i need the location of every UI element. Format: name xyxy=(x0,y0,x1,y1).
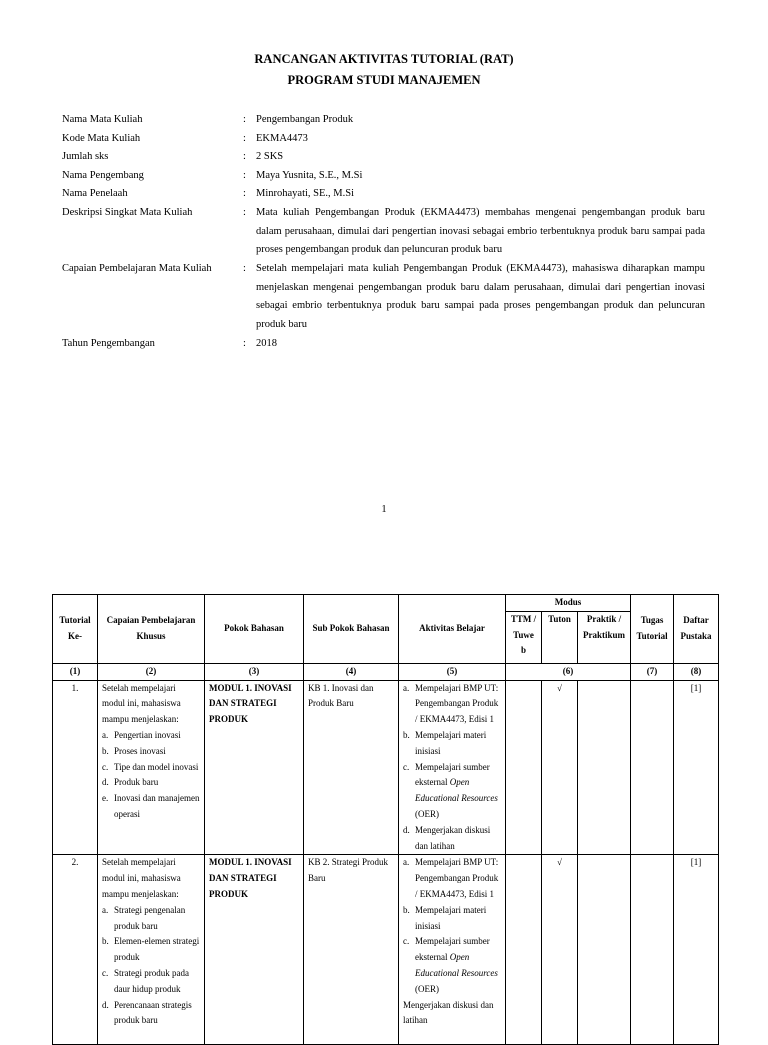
col-number: (3) xyxy=(205,663,304,680)
list-marker: d. xyxy=(102,777,109,788)
list-text: Perencanaan strategis produk baru xyxy=(114,999,192,1026)
capaian-intro: Setelah mempelajari modul ini, mahasiswa mampu menjelaskan: xyxy=(102,857,181,899)
document-subtitle: PROGRAM STUDI MANAJEMEN xyxy=(287,73,481,87)
aktivitas-cell xyxy=(399,680,506,855)
header-daftar-pustaka: Daftar Pustaka xyxy=(674,595,719,664)
list-item xyxy=(102,966,200,998)
capaian-cell xyxy=(98,855,205,1045)
capaian-cell xyxy=(98,680,205,855)
list-marker: d. xyxy=(403,824,410,835)
list-text: Proses inovasi xyxy=(114,745,166,756)
header-tuton: Tuton xyxy=(542,611,578,663)
info-value: 2 SKS xyxy=(256,151,284,162)
header-ttm: TTM / Tuwe b xyxy=(506,611,542,663)
info-colon: : xyxy=(243,133,246,144)
daftar-pustaka-cell: [1] xyxy=(674,680,719,855)
list-item xyxy=(403,823,501,855)
list-marker: a. xyxy=(403,857,410,868)
list-item xyxy=(102,775,200,791)
col-number: (6) xyxy=(506,663,631,680)
list-text: Pengertian inovasi xyxy=(114,729,181,740)
aktivitas-cell xyxy=(399,855,506,1045)
header-tugas-tutorial: Tugas Tutorial xyxy=(631,595,674,664)
aktivitas-list xyxy=(403,855,501,997)
list-marker: a. xyxy=(102,904,109,915)
rat-table xyxy=(52,594,719,1045)
capaian-list xyxy=(102,903,200,1029)
list-text: Mempelajari sumber eksternal xyxy=(415,761,490,788)
tutorial-number: 2. xyxy=(53,855,98,1045)
col-number: (2) xyxy=(98,663,205,680)
list-text: Produk baru xyxy=(114,777,159,788)
list-marker: b. xyxy=(403,904,410,915)
list-item xyxy=(102,744,200,760)
tuton-check: √ xyxy=(542,680,578,855)
list-text-tail: (OER) xyxy=(415,983,439,994)
list-item xyxy=(102,791,200,823)
list-item xyxy=(102,728,200,744)
info-value: EKMA4473 xyxy=(256,133,308,144)
list-marker: c. xyxy=(403,761,410,772)
ttm-cell xyxy=(506,680,542,855)
tugas-cell xyxy=(631,680,674,855)
oer-italic: Open Educational Resources xyxy=(415,777,498,804)
list-text: Strategi pengenalan produk baru xyxy=(114,904,186,931)
header-sub-pokok-bahasan: Sub Pokok Bahasan xyxy=(304,595,399,664)
praktik-cell xyxy=(578,855,631,1045)
info-value: Setelah mempelajari mata kuliah Pengembangan Produk (EKMA4473), mahasiswa diharapkan mampu menjelaskan mengenai pengembangan produk baru dalam perusahaan, dimulai dari pengertian inovasi sebagai embrio terbentuknya produk baru sampai pada proses pengembangan produk dan peluncuran produk baru xyxy=(256,263,705,331)
header-aktivitas-belajar: Aktivitas Belajar xyxy=(399,595,506,664)
list-text-tail: (OER) xyxy=(415,808,439,819)
header-modus: Modus xyxy=(506,595,631,612)
info-colon: : xyxy=(243,114,246,125)
ttm-cell xyxy=(506,855,542,1045)
col-number: (1) xyxy=(53,663,98,680)
info-label: Nama Penelaah xyxy=(62,188,128,199)
list-item xyxy=(403,760,501,823)
list-marker: b. xyxy=(102,936,109,947)
list-text: Mempelajari materi inisiasi xyxy=(415,904,487,931)
list-item xyxy=(403,728,501,760)
info-value: Mata kuliah Pengembangan Produk (EKMA4473) membahas mengenai pengembangan produk baru dalam perusahaan, dimulai dari pengertian inovasi sebagai embrio terbentuknya produk baru sampai pada proses pengembangan produk dan peluncuran produk baru xyxy=(256,207,705,256)
info-label: Nama Pengembang xyxy=(62,170,144,181)
list-item xyxy=(102,998,200,1030)
aktivitas-list xyxy=(403,681,501,855)
info-label: Capaian Pembelajaran Mata Kuliah xyxy=(62,263,212,274)
list-text: Mempelajari BMP UT: Pengembangan Produk / EKMA4473, Edisi 1 xyxy=(415,682,499,725)
list-text: Mempelajari sumber eksternal xyxy=(415,936,490,963)
list-item xyxy=(403,934,501,997)
praktik-cell xyxy=(578,680,631,855)
list-marker: c. xyxy=(403,936,410,947)
tutorial-number: 1. xyxy=(53,680,98,855)
info-colon: : xyxy=(243,151,246,162)
info-label: Tahun Pengembangan xyxy=(62,338,155,349)
col-number: (7) xyxy=(631,663,674,680)
list-item xyxy=(403,855,501,902)
sub-pokok-bahasan-cell: KB 2. Strategi Produk Baru xyxy=(304,855,399,1045)
list-text: Mempelajari BMP UT: Pengembangan Produk / EKMA4473, Edisi 1 xyxy=(415,857,499,899)
list-text: Mengerjakan diskusi dan latihan xyxy=(415,824,491,851)
table-row xyxy=(53,855,719,1045)
header-tutorial: Tutorial Ke- xyxy=(53,595,98,664)
pokok-bahasan-cell: MODUL 1. INOVASI DAN STRATEGI PRODUK xyxy=(205,680,304,855)
capaian-intro: Setelah mempelajari modul ini, mahasiswa mampu menjelaskan: xyxy=(102,682,181,725)
list-text: Mempelajari materi inisiasi xyxy=(415,729,487,756)
daftar-pustaka-cell: [1] xyxy=(674,855,719,1045)
list-item xyxy=(102,903,200,935)
tugas-cell xyxy=(631,855,674,1045)
list-text: Elemen-elemen strategi produk xyxy=(114,936,200,963)
list-marker: c. xyxy=(102,967,109,978)
list-marker: a. xyxy=(102,729,109,740)
header-praktik: Praktik / Praktikum xyxy=(578,611,631,663)
info-label: Deskripsi Singkat Mata Kuliah xyxy=(62,207,193,218)
list-text: Strategi produk pada daur hidup produk xyxy=(114,967,189,994)
tuton-check: √ xyxy=(542,855,578,1045)
list-item xyxy=(102,934,200,966)
list-marker: d. xyxy=(102,999,109,1010)
info-label: Kode Mata Kuliah xyxy=(62,133,141,144)
list-item xyxy=(403,903,501,935)
info-label: Jumlah sks xyxy=(62,151,109,162)
page-number: 1 xyxy=(381,504,387,515)
info-colon: : xyxy=(243,263,246,274)
info-colon: : xyxy=(243,207,246,218)
header-pokok-bahasan: Pokok Bahasan xyxy=(205,595,304,664)
pokok-bahasan-cell: MODUL 1. INOVASI DAN STRATEGI PRODUK xyxy=(205,855,304,1045)
list-item xyxy=(102,760,200,776)
list-marker: b. xyxy=(403,729,410,740)
info-value: Maya Yusnita, S.E., M.Si xyxy=(256,170,363,181)
header-capaian: Capaian Pembelajaran Khusus xyxy=(98,595,205,664)
info-colon: : xyxy=(243,338,246,349)
capaian-list xyxy=(102,728,200,823)
list-marker: e. xyxy=(102,793,109,804)
table-row xyxy=(53,680,719,855)
col-number: (5) xyxy=(399,663,506,680)
info-value: Minrohayati, SE., M.Si xyxy=(256,188,355,199)
list-marker: a. xyxy=(403,682,410,693)
col-number: (8) xyxy=(674,663,719,680)
info-value: Pengembangan Produk xyxy=(256,114,354,125)
aktivitas-extra: Mengerjakan diskusi dan latihan xyxy=(403,999,494,1026)
document-title: RANCANGAN AKTIVITAS TUTORIAL (RAT) xyxy=(254,52,514,66)
list-marker: c. xyxy=(102,761,109,772)
list-text: Tipe dan model inovasi xyxy=(114,761,199,772)
info-label: Nama Mata Kuliah xyxy=(62,114,143,125)
list-marker: b. xyxy=(102,745,109,756)
oer-italic: Open Educational Resources xyxy=(415,952,498,978)
info-value: 2018 xyxy=(256,338,277,349)
sub-pokok-bahasan-cell: KB 1. Inovasi dan Produk Baru xyxy=(304,680,399,855)
list-text: Inovasi dan manajemen operasi xyxy=(114,793,200,819)
info-colon: : xyxy=(243,188,246,199)
col-number: (4) xyxy=(304,663,399,680)
info-colon: : xyxy=(243,170,246,181)
list-item xyxy=(403,681,501,728)
